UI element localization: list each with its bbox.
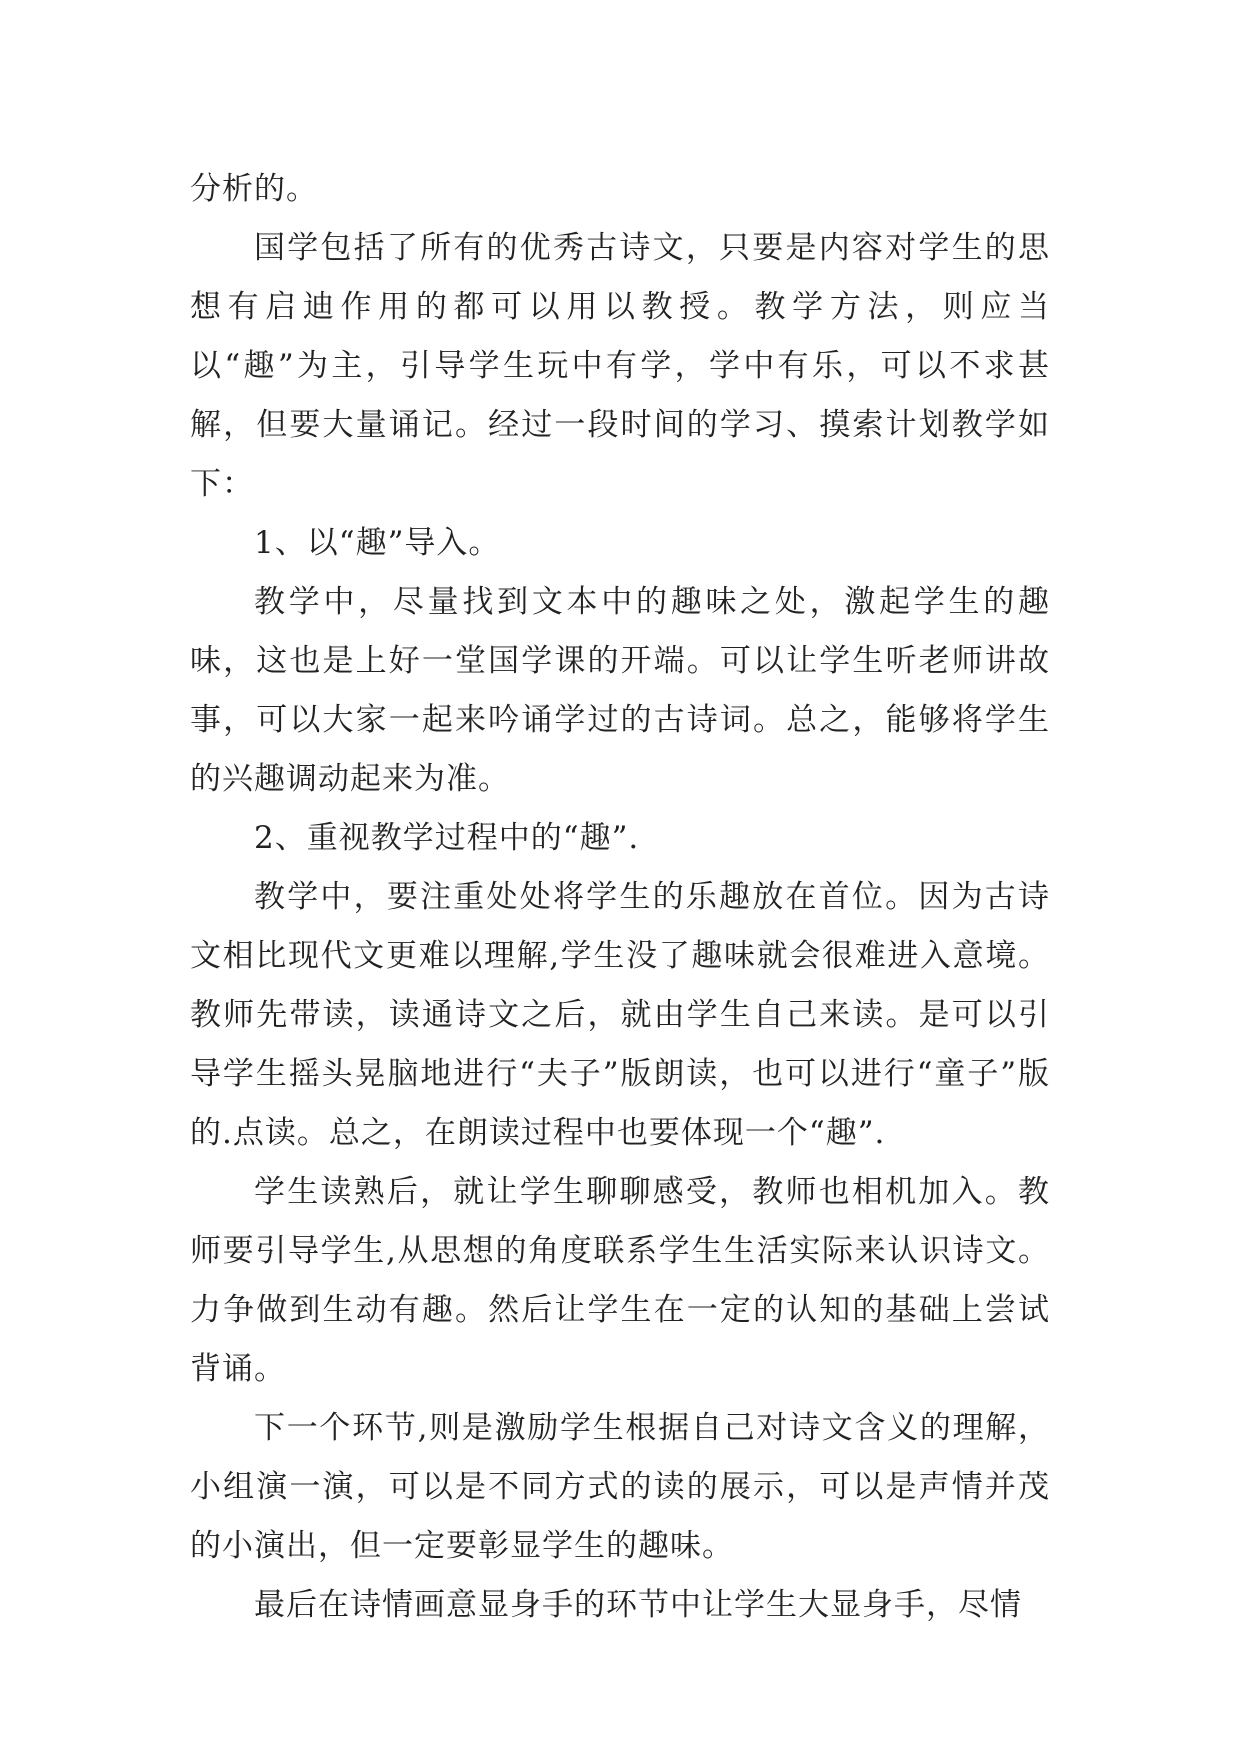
paragraph-4: 教学中，要注重处处将学生的乐趣放在首位。因为古诗文相比现代文更难以理解,学生没了趣味就会很难进入意境。教师先带读，读通诗文之后，就由学生自己来读。是可以引导学生摇头晃脑地进行“夫子”版朗读，也可以进行“童子”版的.点读。总之，在朗读过程中也要体现一个“趣”. — [190, 879, 1050, 1151]
paragraph-3: 教学中，尽量找到文本中的趣味之处，激起学生的趣味，这也是上好一堂国学课的开端。可以让学生听老师讲故事，可以大家一起来吟诵学过的古诗词。总之，能够将学生的兴趣调动起来为准。 — [190, 584, 1050, 797]
paragraph-6: 下一个环节,则是激励学生根据自己对诗文含义的理解，小组演一演，可以是不同方式的读的展示，可以是声情并茂的小演出，但一定要彰显学生的趣味。 — [190, 1410, 1050, 1564]
document-body — [190, 160, 1050, 1635]
section-heading-1: 1、以“趣”导入。 — [254, 525, 501, 561]
paragraph-5: 学生读熟后，就让学生聊聊感受，教师也相机加入。教师要引导学生,从思想的角度联系学生生活实际来认识诗文。力争做到生动有趣。然后让学生在一定的认知的基础上尝试背诵。 — [190, 1174, 1050, 1387]
paragraph-7: 最后在诗情画意显身手的环节中让学生大显身手，尽情 — [254, 1587, 1022, 1623]
paragraph-1: 分析的。 — [190, 171, 318, 207]
paragraph-2: 国学包括了所有的优秀古诗文，只要是内容对学生的思想有启迪作用的都可以用以教授。教学方法，则应当以“趣”为主，引导学生玩中有学，学中有乐，可以不求甚解，但要大量诵记。经过一段时间的学习、摸索计划教学如下： — [190, 230, 1050, 502]
section-heading-2: 2、重视教学过程中的“趣”. — [254, 820, 640, 856]
